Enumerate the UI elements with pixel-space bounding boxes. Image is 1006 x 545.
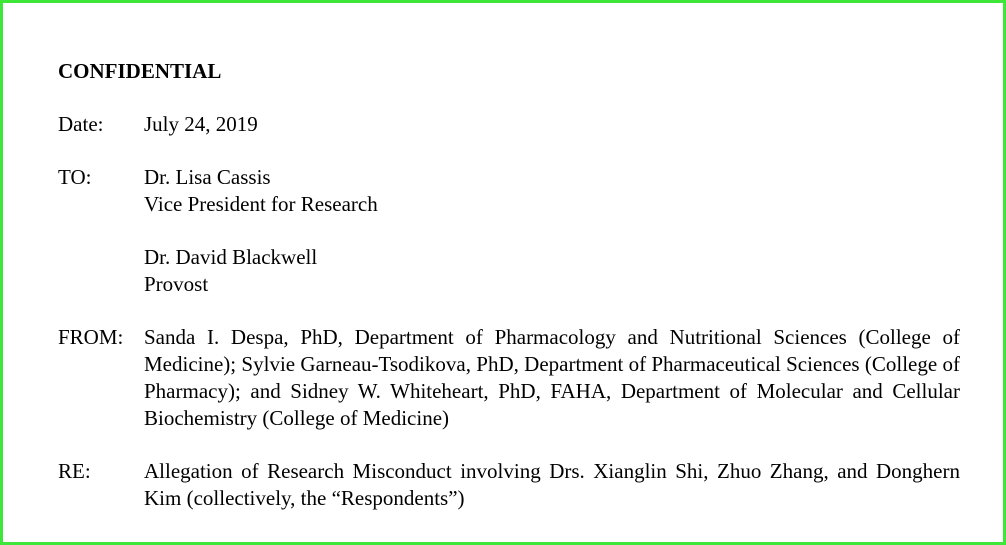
date-value: July 24, 2019 (144, 112, 258, 136)
from-field (58, 324, 960, 432)
re-field (58, 458, 960, 512)
to-field (58, 164, 960, 298)
memo-document (58, 58, 960, 538)
re-label: RE: (58, 459, 91, 483)
recipient-title: Vice President for Research (144, 192, 378, 216)
confidential-heading: CONFIDENTIAL (58, 59, 222, 83)
date-label: Date: (58, 112, 104, 136)
recipient-title: Provost (144, 272, 209, 296)
recipient (144, 164, 960, 218)
recipient (144, 244, 960, 298)
to-recipients (144, 164, 960, 298)
from-label: FROM: (58, 325, 124, 349)
to-label: TO: (58, 165, 92, 189)
from-value: Sanda I. Despa, PhD, Department of Pharmacology and Nutritional Sciences (College of Medicine); Sylvie Garneau-Tsodikova, PhD, Department of Pharmaceutical Sciences (College of Pharmacy); and Sidney W. Whiteheart, PhD, FAHA, Department of Molecular and Cellular Biochemistry (College of Medicine) (144, 325, 960, 430)
re-value: Allegation of Research Misconduct involving Drs. Xianglin Shi, Zhuo Zhang, and Donghern Kim (collectively, the “Respondents”) (144, 459, 960, 510)
recipient-name: Dr. Lisa Cassis (144, 165, 271, 189)
recipient-name: Dr. David Blackwell (144, 245, 318, 269)
date-field (58, 111, 960, 138)
